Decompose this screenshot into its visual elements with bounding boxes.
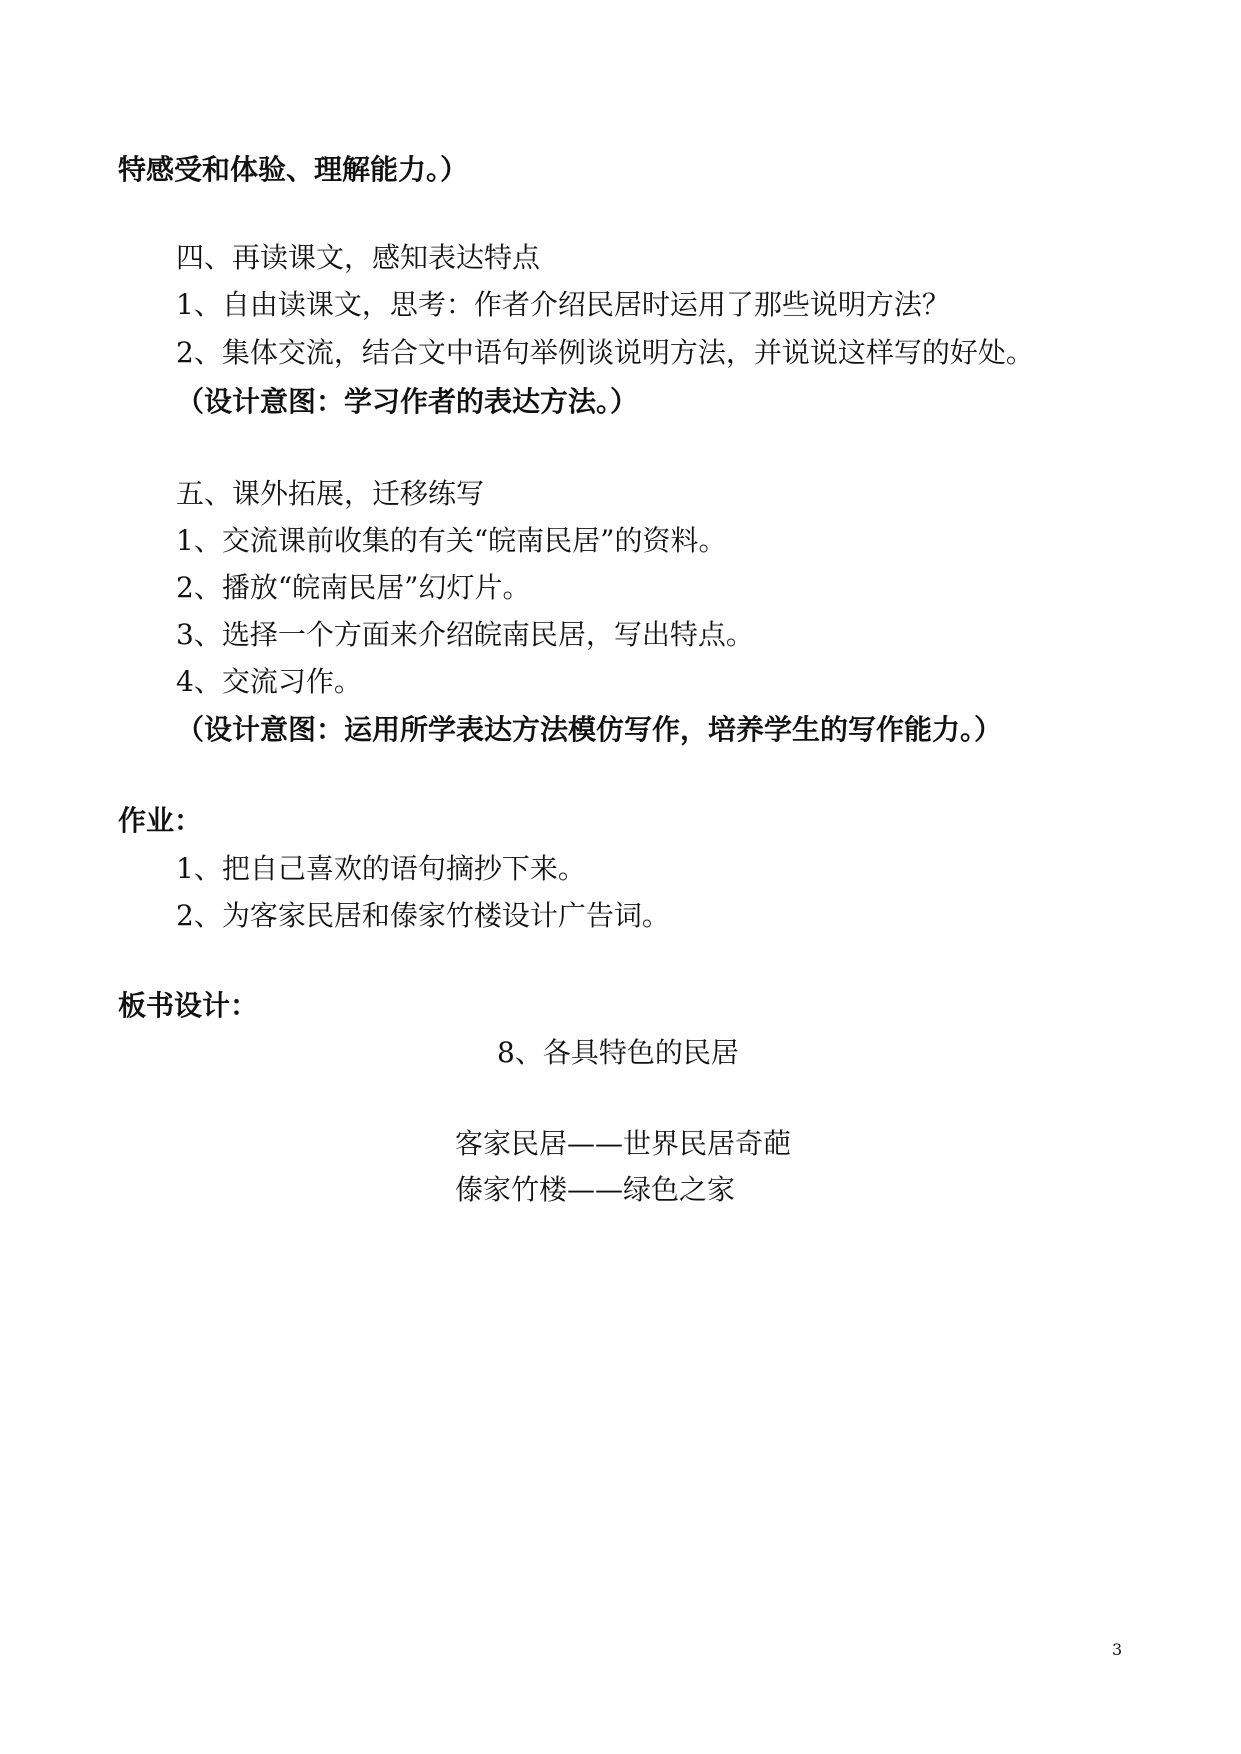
section4-intent: （设计意图：学习作者的表达方法。） <box>176 385 639 418</box>
section4-heading: 四、再读课文，感知表达特点 <box>176 241 541 274</box>
section4-item-2: 2、集体交流，结合文中语句举例谈说明方法，并说说这样写的好处。 <box>176 336 1034 369</box>
page-number: 3 <box>1112 1640 1123 1659</box>
homework-item-1: 1、把自己喜欢的语句摘抄下来。 <box>176 852 586 885</box>
board-heading: 板书设计： <box>118 989 259 1022</box>
homework-heading: 作业： <box>118 804 203 837</box>
board-line-2: 傣家竹楼——绿色之家 <box>455 1173 736 1206</box>
section5-item-4: 4、交流习作。 <box>176 665 362 698</box>
section5-item-1: 1、交流课前收集的有关“皖南民居”的资料。 <box>176 524 727 557</box>
board-title: 8、各具特色的民居 <box>497 1036 739 1069</box>
board-line-1: 客家民居——世界民居奇葩 <box>455 1127 792 1160</box>
section4-item-1: 1、自由读课文，思考：作者介绍民居时运用了那些说明方法？ <box>176 288 950 321</box>
section5-heading: 五、课外拓展，迁移练写 <box>176 477 485 510</box>
intro-continuation: 特感受和体验、理解能力。） <box>118 153 469 186</box>
section5-item-3: 3、选择一个方面来介绍皖南民居，写出特点。 <box>176 618 754 651</box>
homework-item-2: 2、为客家民居和傣家竹楼设计广告词。 <box>176 899 670 932</box>
section5-item-2: 2、播放“皖南民居”幻灯片。 <box>176 571 531 604</box>
section5-intent: （设计意图：运用所学表达方法模仿写作，培养学生的写作能力。） <box>176 713 1003 746</box>
